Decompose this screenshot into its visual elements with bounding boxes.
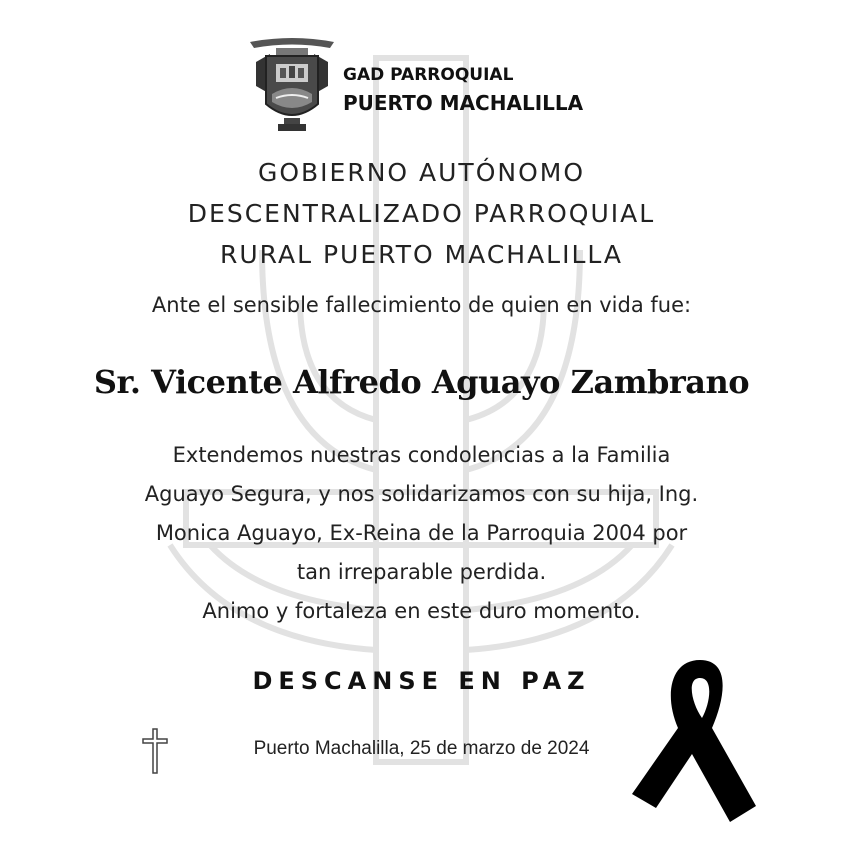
title-line: GOBIERNO AUTÓNOMO: [257, 158, 586, 187]
title-line: RURAL PUERTO MACHALILLA: [219, 240, 624, 269]
org-name-line1: GAD PARROQUIAL: [343, 65, 514, 85]
coat-of-arms-icon: [246, 34, 338, 134]
org-name-line2: PUERTO MACHALILLA: [343, 91, 584, 115]
message-line: tan irreparable perdida.: [296, 560, 547, 584]
condolence-message: [60, 436, 783, 631]
header: [246, 34, 646, 134]
message-line: Aguayo Segura, y nos solidarizamos con su hija, Ing.: [144, 482, 699, 506]
message-line: Animo y fortaleza en este duro momento.: [202, 599, 641, 623]
closing-text: DESCANSE EN PAZ: [252, 667, 591, 695]
intro-text: Ante el sensible fallecimiento de quien en vida fue:: [151, 293, 692, 317]
government-title: [0, 152, 843, 275]
message-line: Extendemos nuestras condolencias a la Familia: [172, 443, 671, 467]
place-and-date: Puerto Machalilla, 25 de marzo de 2024: [253, 738, 590, 759]
deceased-name: Sr. Vicente Alfredo Aguayo Zambrano: [93, 363, 750, 401]
message-line: Monica Aguayo, Ex-Reina de la Parroquia 2004 por: [155, 521, 688, 545]
mourning-ribbon-icon: [630, 656, 770, 826]
title-line: DESCENTRALIZADO PARROQUIAL: [187, 199, 656, 228]
